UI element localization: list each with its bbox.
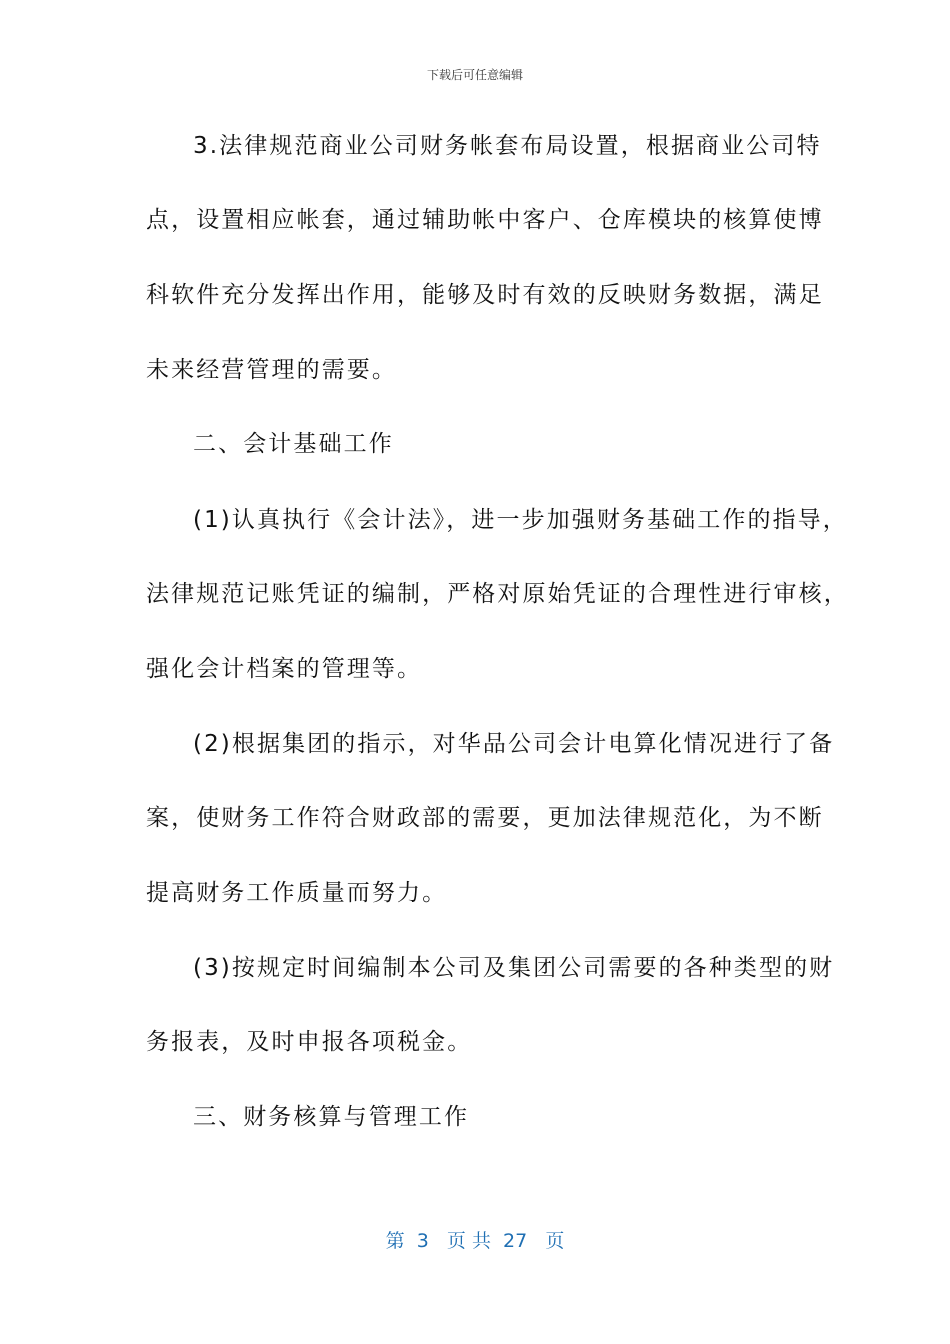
paragraph-line-2: 点，设置相应帐套，通过辅助帐中客户、仓库模块的核算使博 (146, 207, 824, 233)
paragraph-line-1: 3.法律规范商业公司财务帐套布局设置，根据商业公司特 (193, 133, 822, 159)
paragraph-line-6: 法律规范记账凭证的编制，严格对原始凭证的合理性进行审核， (146, 581, 849, 607)
header-note: 下载后可任意编辑 (426, 68, 523, 82)
paragraph-line-12: 务报表，及时申报各项税金。 (146, 1029, 473, 1055)
paragraph-line-11: (3)按规定时间编制本公司及集团公司需要的各种类型的财 (193, 955, 835, 981)
paragraph-line-8: (2)根据集团的指示，对华品公司会计电算化情况进行了备 (193, 731, 835, 757)
paragraph-line-3: 科软件充分发挥出作用，能够及时有效的反映财务数据，满足 (146, 282, 824, 308)
section-heading-3: 三、财务核算与管理工作 (193, 1104, 470, 1130)
paragraph-line-10: 提高财务工作质量而努力。 (146, 880, 448, 906)
page-number-footer: 第 3 页 共 27 页 (385, 1230, 565, 1252)
paragraph-line-4: 未来经营管理的需要。 (146, 357, 397, 383)
paragraph-line-7: 强化会计档案的管理等。 (146, 656, 423, 682)
paragraph-line-9: 案，使财务工作符合财政部的需要，更加法律规范化，为不断 (146, 805, 824, 831)
section-heading-2: 二、会计基础工作 (193, 431, 394, 457)
paragraph-line-5: (1)认真执行《会计法》，进一步加强财务基础工作的指导， (193, 507, 848, 533)
